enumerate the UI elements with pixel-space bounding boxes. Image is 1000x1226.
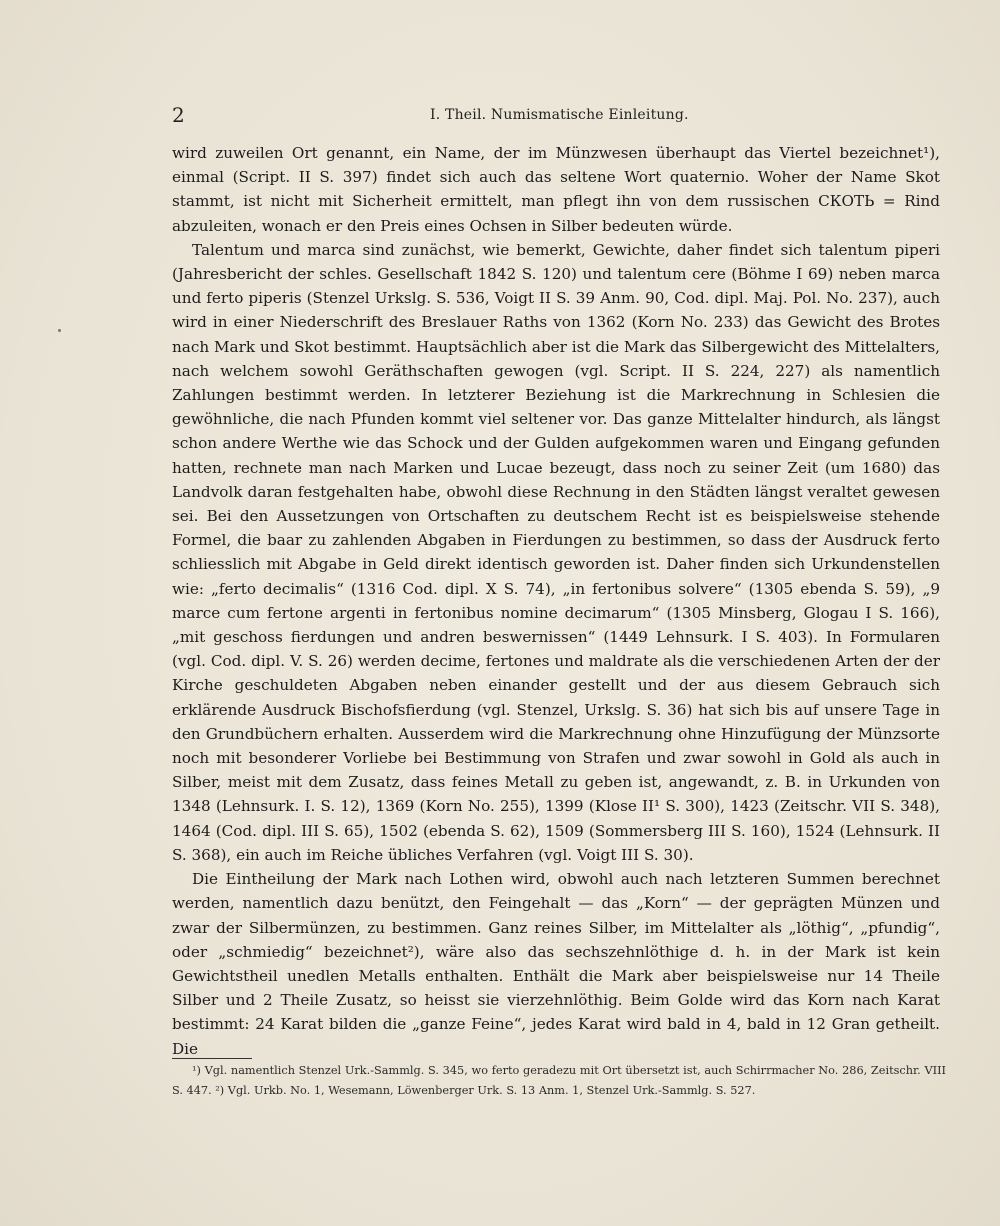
paragraph-3: Die Eintheilung der Mark nach Lothen wird, obwohl auch nach letzteren Summen berechnet werden, namentlich dazu benützt, den Feingehalt — das „Korn“ — der geprägten Münzen und zwar der Silbermünzen, zu bestimmen. Ganz reines Silber, im Mittelalter als „löthig“, „pfundig“, oder „schmiedig“ bezeichnet²), wäre also das sechszehnlöthige d. h. in der Mark ist kein Gewichtstheil unedlen Metalls enthalten. Enthält die Mark aber beispielsweise nur 14 Theile Silber und 2 Theile Zusatz, so heisst sie vierzehnlöthig. Beim Golde wird das Korn nach Karat bestimmt: 24 Karat bilden die „ganze Feine“, jedes Karat wird bald in 4, bald in 12 Gran getheilt. Die (172, 870, 940, 1058)
footnote-text: ¹) Vgl. namentlich Stenzel Urk.-Sammlg. S. 345, wo ferto geradezu mit Ort übersetzt ist, auch Schirrmacher No. 286, Zeitschr. VIII S. 447. ²) Vgl. Urkb. No. 1, Wesemann, Löwenberger Urk. S. 13 Anm. 1, Stenzel Urk.-Sammlg. S. 527. (172, 1064, 946, 1097)
paragraph-1: wird zuweilen Ort genannt, ein Name, der im Münzwesen überhaupt das Viertel bezeichnet¹), einmal (Script. II S. 397) findet sich auch das seltene Wort quaternio. Woher der Name Skot stammt, ist nicht mit Sicherheit ermittelt, man pflegt ihn von dem russischen СКОТЬ = Rind abzuleiten, wonach er den Preis eines Ochsen in Silber bedeuten würde. (172, 144, 940, 235)
body-text (172, 141, 940, 1061)
page-number: 2 (172, 103, 185, 127)
footnotes (172, 1061, 946, 1101)
paragraph-2: Talentum und marca sind zunächst, wie bemerkt, Gewichte, daher findet sich talentum piperi (Jahresbericht der schles. Gesellschaft 1842 S. 120) und talentum cere (Böhme I 69) neben marca und ferto piperis (Stenzel Urkslg. S. 536, Voigt II S. 39 Anm. 90, Cod. dipl. Maj. Pol. No. 237), auch wird in einer Niederschrift des Breslauer Raths von 1362 (Korn No. 233) das Gewicht des Brotes nach Mark und Skot bestimmt. Hauptsächlich aber ist die Mark das Silbergewicht des Mittelalters, nach welchem sowohl Geräthschaften gewogen (vgl. Script. II S. 224, 227) als namentlich Zahlungen bestimmt werden. In letzterer Beziehung ist die Markrechnung in Schlesien die gewöhnliche, die nach Pfunden kommt viel seltener vor. Das ganze Mittelalter hindurch, als längst schon andere Werthe wie das Schock und der Gulden aufgekommen waren und Eingang gefunden hatten, rechnete man nach Marken und Lucae bezeugt, dass noch zu seiner Zeit (um 1680) das Landvolk daran festgehalten habe, obwohl diese Rechnung in den Städten längst veraltet gewesen sei. Bei den Aussetzungen von Ortschaften zu deutschem Recht ist es beispielsweise stehende Formel, die baar zu zahlenden Abgaben in Fierdungen zu bestimmen, so dass der Ausdruck ferto schliesslich mit Abgabe in Geld direkt identisch geworden ist. Daher finden sich Urkundenstellen wie: „ferto decimalis“ (1316 Cod. dipl. X S. 74), „in fertonibus solvere“ (1305 ebenda S. 59), „9 marce cum fertone argenti in fertonibus nomine decimarum“ (1305 Minsberg, Glogau I S. 166), „mit geschoss fierdungen und andren beswernissen“ (1449 Lehnsurk. I S. 403). In Formularen (vgl. Cod. dipl. V. S. 26) werden decime, fertones und maldrate als die verschiedenen Arten der der Kirche geschuldeten Abgaben neben einander gestellt und der aus diesem Gebrauch sich erklärende Ausdruck Bischofsfierdung (vgl. Stenzel, Urkslg. S. 36) hat sich bis auf unsere Tage in den Grundbüchern erhalten. Ausserdem wird die Markrechnung ohne Hinzufügung der Münzsorte noch mit besonderer Vorliebe bei Bestimmung von Strafen und zwar sowohl in Gold als auch in Silber, meist mit dem Zusatz, dass feines Metall zu geben ist, angewandt, z. B. in Urkunden von 1348 (Lehnsurk. I. S. 12), 1369 (Korn No. 255), 1399 (Klose II¹ S. 300), 1423 (Zeitschr. VII S. 348), 1464 (Cod. dipl. III S. 65), 1502 (ebenda S. 62), 1509 (Sommersberg III S. 160), 1524 (Lehnsurk. II S. 368), ein auch im Reiche übliches Verfahren (vgl. Voigt III S. 30). (172, 240, 940, 864)
footnote-rule (172, 1058, 252, 1059)
paper-speck (58, 329, 61, 332)
page-header (172, 103, 942, 129)
running-title: I. Theil. Numismatische Einleitung. (430, 107, 689, 123)
